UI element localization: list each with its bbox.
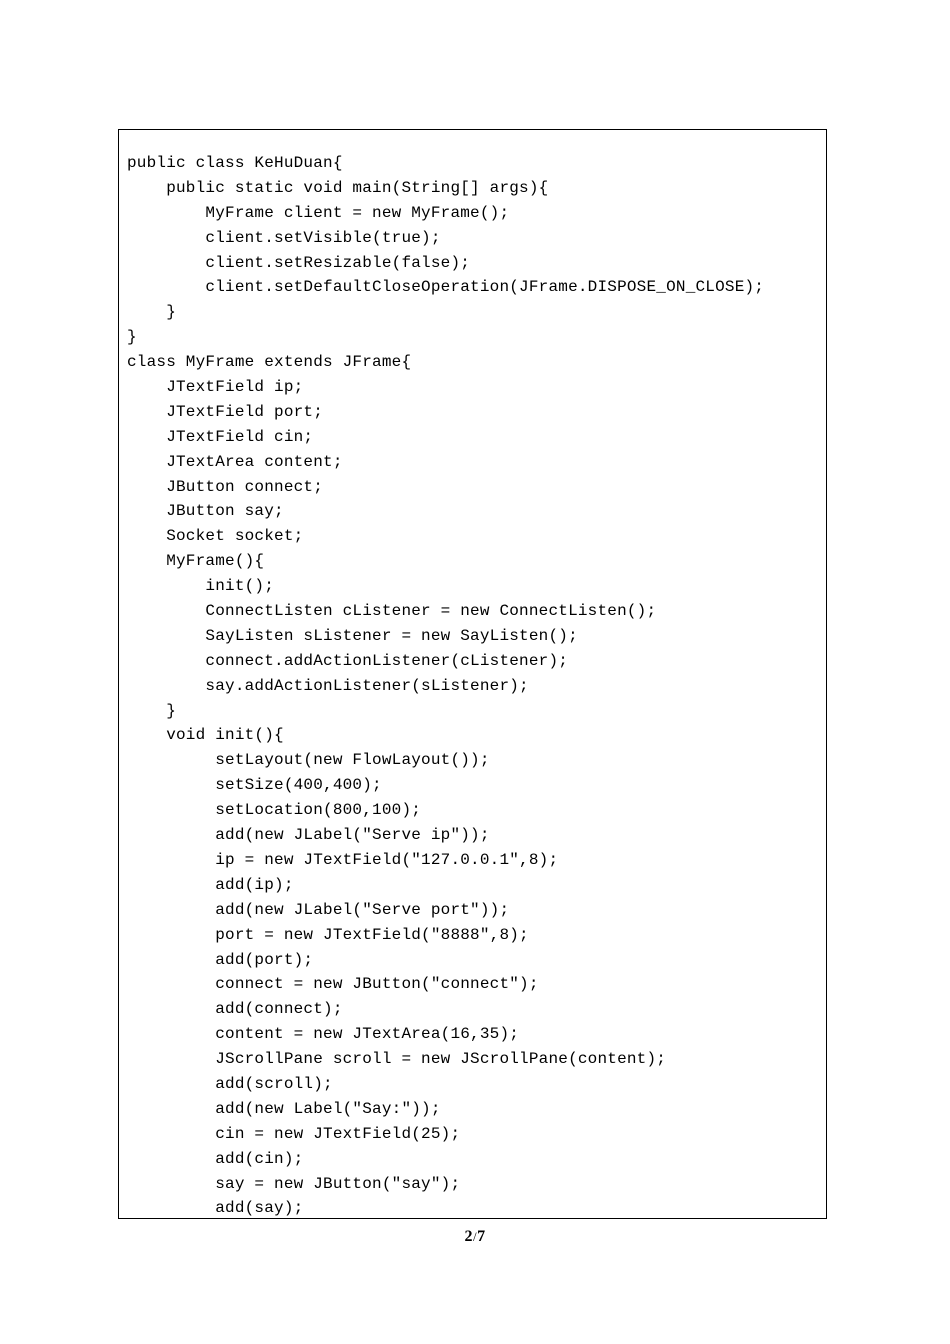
code-line: connect.addActionListener(cListener); [127,651,569,670]
code-line: connect = new JButton("connect"); [127,975,539,994]
code-line: JTextField cin; [127,427,314,446]
code-line: SayListen sListener = new SayListen(); [127,626,578,645]
code-listing [127,151,764,1219]
code-line: say = new JButton("say"); [127,1174,461,1193]
code-line: add(cin); [127,1149,304,1168]
code-line: port = new JTextField("8888",8); [127,925,529,944]
code-line: MyFrame client = new MyFrame(); [127,203,510,222]
code-line: JTextField port; [127,402,324,421]
code-line: } [127,328,137,347]
code-line: add(port); [127,950,314,969]
code-line: client.setResizable(false); [127,253,471,272]
code-line: JScrollPane scroll = new JScrollPane(content); [127,1050,667,1069]
code-line: } [127,303,177,322]
code-line: content = new JTextArea(16,35); [127,1025,520,1044]
code-line: MyFrame(){ [127,552,265,571]
code-line: add(new JLabel("Serve port")); [127,900,510,919]
code-line: public class KeHuDuan{ [127,154,343,172]
code-line: JTextField ip; [127,378,304,397]
code-line: setSize(400,400); [127,776,382,795]
code-line: add(connect); [127,1000,343,1019]
code-line: setLayout(new FlowLayout()); [127,751,490,770]
code-line: say.addActionListener(sListener); [127,676,529,695]
code-line: cin = new JTextField(25); [127,1124,461,1143]
code-line: JTextArea content; [127,452,343,471]
current-page: 2 [464,1228,473,1245]
total-pages: 7 [477,1228,486,1245]
code-line: JButton connect; [127,477,324,496]
code-line: add(scroll); [127,1074,333,1093]
code-line: ip = new JTextField("127.0.0.1",8); [127,850,559,869]
code-line: void init(){ [127,726,284,745]
code-line: add(say); [127,1199,304,1218]
code-line: } [127,701,177,720]
code-line: init(); [127,577,275,596]
page-number [0,1228,950,1246]
code-line: public static void main(String[] args){ [127,178,549,197]
code-line: setLocation(800,100); [127,801,422,820]
code-listing-box [118,129,827,1219]
code-line: add(new JLabel("Serve ip")); [127,826,490,845]
code-line: JButton say; [127,502,284,521]
code-line: Socket socket; [127,527,304,546]
code-line: client.setVisible(true); [127,228,441,247]
code-line: add(new Label("Say:")); [127,1099,441,1118]
code-line: ConnectListen cListener = new ConnectListen(); [127,602,657,621]
code-line: client.setDefaultCloseOperation(JFrame.DISPOSE_ON_CLOSE); [127,278,765,297]
code-line: add(ip); [127,875,294,894]
code-line: class MyFrame extends JFrame{ [127,353,412,372]
page-separator: / [472,1229,478,1244]
